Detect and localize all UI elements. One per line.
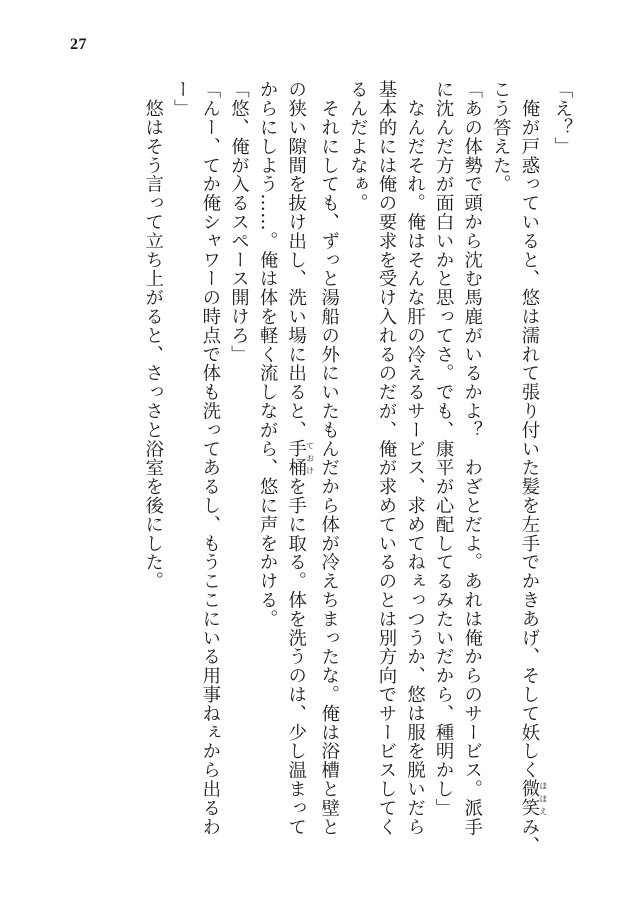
text-line: に沈んだ方が面白いかと思ってさ。でも、康平が心配してるみたいだから、種明かし」 bbox=[433, 80, 455, 818]
ruby-annotation: 微笑 ほほえ bbox=[518, 779, 548, 818]
text-line: 「あの体勢で頭から沈む馬鹿がいるかよ？ わざとだよ。あれは俺からのサービス。派手 bbox=[461, 80, 483, 836]
text-line: 「んー、てか俺シャワーの時点で体も洗ってあるし、もうここにいる用事ねぇから出るわ bbox=[199, 80, 221, 836]
novel-text bbox=[56, 80, 576, 860]
text-line: 俺が戸惑っていると、悠は濡れて張り付いた髪を左手でかきあげ、そして妖しく微笑 ほほえみ、 bbox=[518, 80, 548, 855]
text-line: 「悠、俺が入るスペース開けろ」 bbox=[228, 80, 250, 364]
text-line: こう答えた。 bbox=[490, 80, 512, 194]
page-number: 27 bbox=[70, 36, 87, 53]
text-line: の狭い隙間を抜け出し、洗い場に出ると、手桶 ておけを手に取る。体を洗うのは、少し温まって bbox=[285, 80, 315, 837]
text-line: 「え？」 bbox=[552, 80, 573, 156]
text-line: それにしても、ずっと湯船の外にいたもんだから体が冷えちまったな。俺は浴槽と壁と bbox=[318, 80, 340, 836]
text-line: からにしよう……。俺は体を軽く流しながら、悠に声をかける。 bbox=[257, 80, 279, 629]
text-line: ー」 bbox=[171, 80, 193, 118]
text-line: 悠はそう言って立ち上がると、さっさと浴室を後にした。 bbox=[142, 80, 164, 591]
text-line: 基本的には俺の要求を受け入れるのだが、俺が求めているのとは別方向でサービスしてく bbox=[375, 80, 397, 836]
text-line: なんだそれ。俺はそんな肝の冷えるサービス、求めてねぇっつうか、悠は服を脱いだら bbox=[404, 80, 426, 836]
text-line: るんだよなぁ。 bbox=[347, 80, 369, 213]
ruby-annotation: 手桶 ておけ bbox=[285, 439, 315, 477]
